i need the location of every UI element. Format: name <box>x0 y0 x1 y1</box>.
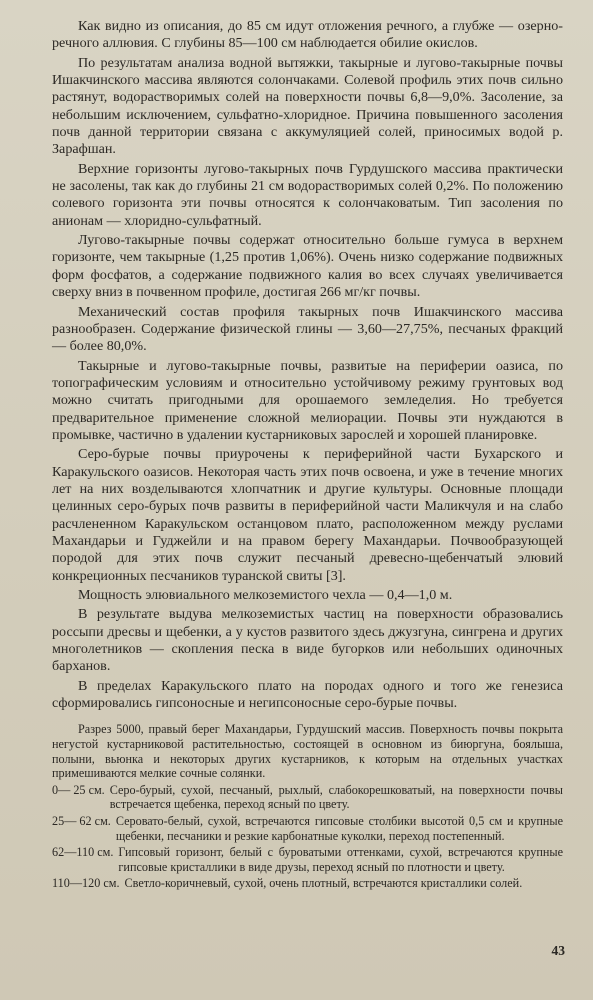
paragraph-5: Механический состав профиля такырных почв Ишакчинского массива разнообразен. Содержание физической глины — 3,60—27,75%, песчаных фракций — более 80,0%. <box>52 303 563 355</box>
paragraph-1: Как видно из описания, до 85 см идут отложения речного, а глубже — озерно-речного аллювия. С глубины 85—100 см наблюдается обилие окислов. <box>52 18 563 52</box>
paragraph-4: Лугово-такырные почвы содержат относительно больше гумуса в верхнем горизонте, чем такырные (1,25 против 1,06%). Очень низко содержание подвижных форм фосфатов, а содержание подвижного калия во всех случаях увеличивается сверху вниз в почвенном профиле, достигая 266 мг/кг почвы. <box>52 232 563 301</box>
paragraph-10: В пределах Каракульского плато на породах одного и того же генезиса сформировались гипсоносные и негипсоносные серо-бурые почвы. <box>52 677 563 712</box>
horizon-depth: 110—120 см. <box>52 876 120 891</box>
paragraph-3: Верхние горизонты лугово-такырных почв Гурдушского массива практически не засолены, так как до глубины 21 см водорастворимых солей 0,2%. По положению солевого горизонта эти почвы относятся к солончаковатым. Тип засоления по анионам — хлоридно-сульфатный. <box>52 160 563 229</box>
horizon-depth: 0— 25 см. <box>52 782 105 797</box>
horizon-description: Серовато-белый, сухой, встречаются гипсовые столбики высотой 0,5 см и крупные щебенки, песчаники и резкие карбонатные куколки, переход постепенный. <box>115 813 563 843</box>
horizon-row <box>52 814 563 843</box>
section-intro: Разрез 5000, правый берег Махандарьи, Гурдушский массив. Поверхность почвы покрыта негустой кустарниковой растительностью, состоящей в основном из биюргуна, боялыша, полыни, вьюнка и некоторых других кустарников, к которым на отдельных участках примешиваются мелкие сочные солянки. <box>52 722 563 781</box>
horizon-depth: 62—110 см. <box>52 845 114 860</box>
page-number: 43 <box>551 943 565 958</box>
horizon-description: Серо-бурый, сухой, песчаный, рыхлый, слабокорешковатый, на поверхности почвы встречается щебенка, переход ясный по цвету. <box>109 782 563 812</box>
horizon-row <box>52 845 563 874</box>
horizon-row <box>52 876 563 891</box>
horizon-description: Светло-коричневый, сухой, очень плотный, встречаются кристаллики солей. <box>124 876 523 891</box>
horizon-depth: 25— 62 см. <box>52 813 111 828</box>
paragraph-2: По результатам анализа водной вытяжки, такырные и лугово-такырные почвы Ишакчинского массива являются солончаками. Солевой профиль этих почв сильно растянут, водорастворимых солей на поверхности почвы 6,8—9,0%. Засоление, за небольшим исключением, сульфатно-хлоридное. Причина повышенного засоления почв данной территории связана с аккумуляцией солей, приносимых водой р. Зарафшан. <box>52 54 563 158</box>
paragraph-7: Серо-бурые почвы приурочены к периферийной части Бухарского и Каракульского оазисов. Некоторая часть этих почв освоена, и уже в течение многих лет на них возделываются хлопчатник и другие культуры. Основные площади целинных серо-бурых почв развиты в периферийной части Маликчуля и на слабо расчлененном Каракульском останцовом плато, расположенном между руслами Махандарьи и Гуджейли и на правом берегу Махандарьи. Почвообразующей породой для этих почв служит песчаный древесно-щебенчатый элювий конкреционных песчаников туранской свиты [3]. <box>52 446 563 584</box>
paragraph-6: Такырные и лугово-такырные почвы, развитые на периферии оазиса, по топографическим условиям и относительно устойчивому режиму грунтовых вод можно считать пригодными для орошаемого земледелия. Но требуется предварительное применение сложной мелиорации. Почвы эти нуждаются в промывке, частично в удалении кустарниковых зарослей и хорошей планировке. <box>52 357 563 443</box>
paragraph-9: В результате выдува мелкоземистых частиц на поверхности образовались россыпи дресвы и щебенки, а у кустов развитого здесь джузгуна, сингрена и других многолетников — скопления песка в виде бугорков или небольших одиночных барханов. <box>52 606 563 675</box>
horizon-description: Гипсовый горизонт, белый с буроватыми оттенками, сухой, встречаются крупные гипсовые кристаллики в виде друзы, переход ясный по плотности и цвету. <box>118 845 563 874</box>
paragraph-8: Мощность элювиального мелкоземистого чехла — 0,4—1,0 м. <box>78 587 453 603</box>
horizon-row <box>52 783 563 812</box>
